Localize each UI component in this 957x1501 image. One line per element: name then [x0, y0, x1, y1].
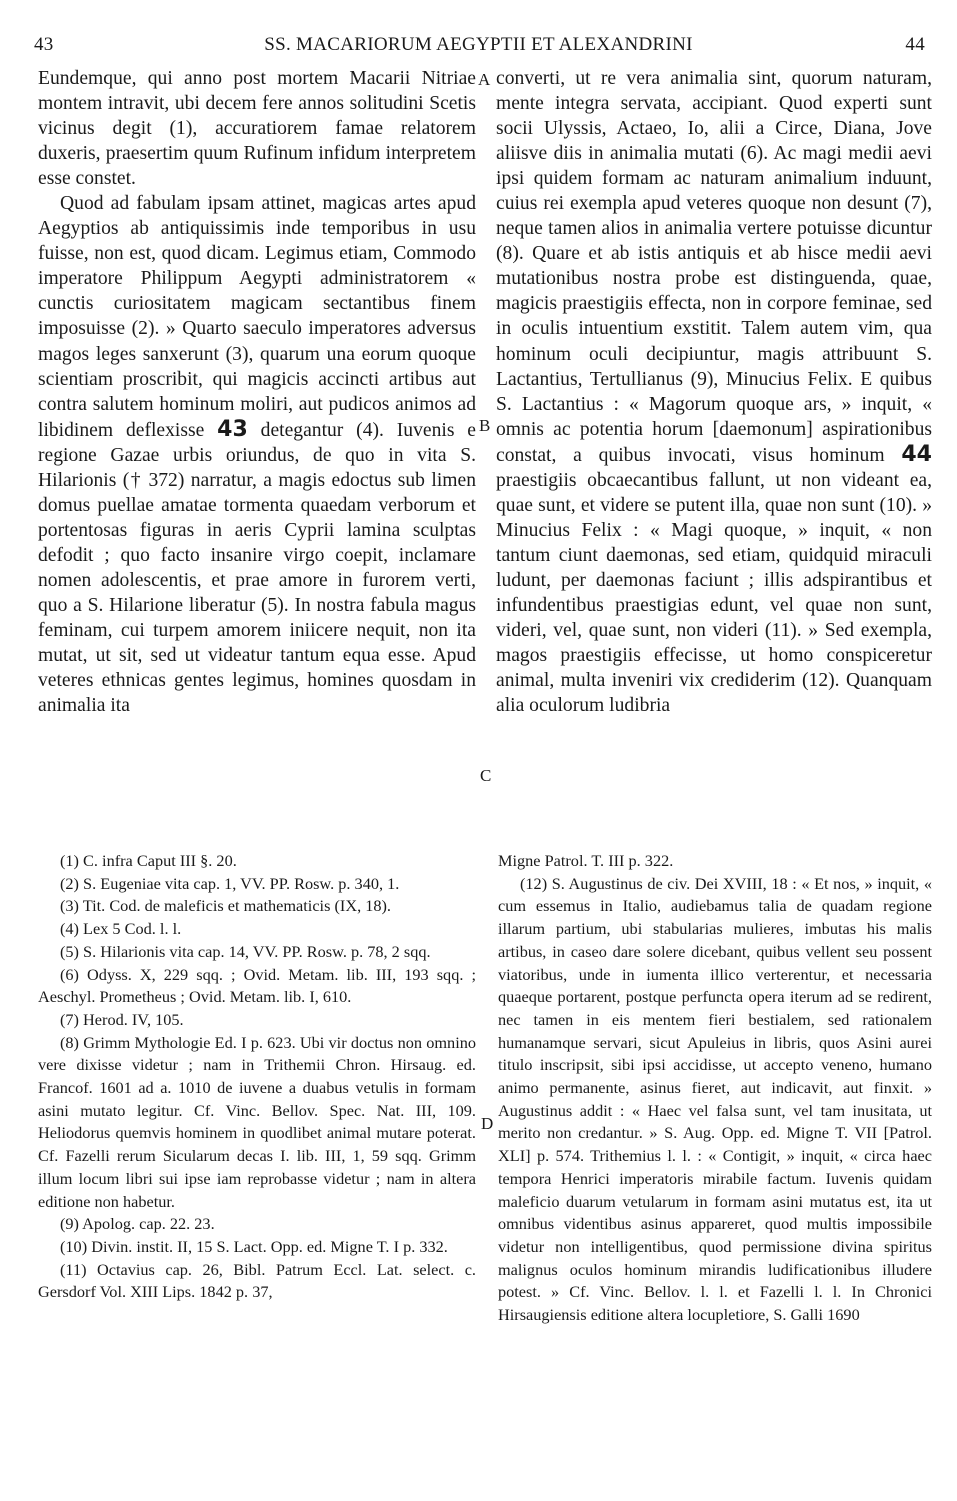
footnote: (4) Lex 5 Cod. l. l.: [60, 919, 182, 939]
paragraph: Eundemque, qui anno post mortem Macarii Nitriae montem intravit, ubi decem fere annos solitudini Scetis vicinus degit (1), accuratiorem famae relatorem duxeris, praesertim quum Rufinum infidum interpretem esse constet.: [38, 68, 476, 190]
footnote: (9) Apolog. cap. 22. 23.: [60, 1214, 215, 1234]
paragraph-text: detegantur (4). Iuvenis e regione Gazae urbis oriundus, de quo in vita S. Hilarionis († 372) narratur, a magis edoctus sub limen domus puellae amatae tormenta quaedam verborum et portentosas figuras in aeris Cyprii lamina sculptas defodit ; quo facto insanire virgo coepit, inclamare nomen adolescentis, et prae amore in furorem verti, quo a S. Hilarione liberatur (5). In nostra fabula magus feminam, cui turpem amorem iniicere nequit, non ita mutat, ut sit, sed ut videatur tantum equa esse. Apud veteres ethnicas gentes legimus, homines quosdam in animalia ita: [38, 419, 476, 717]
page-number-right: 44: [905, 34, 925, 55]
footnote: (12) S. Augustinus de civ. Dei XVIII, 18 : « Et nos, » inquit, « cum essemus in Italio, audiebamus talia de quadam regione illarum partium, ubi stabularias mulieres, imbutas his malis artibus, in caseo dare solere dicebant, quibus vellent seu possent viatoribus, unde in iumenta illico verterentur, et necessaria quaeque portarent, postque perfuncta opera iterum ad se redirent, nec tamen in eis mentem fieri bestialem, sed rationalem humanamque servari, sicut Apuleius in libris, quos Asini aurei titulo inscripsit, sibi ipsi accidisse, ut accepto veneno, humano animo permanente, asinus fieret, aut indicavit, aut finxit. » Augustinus addit : « Haec vel falsa sunt, vel tam inusitata, ut merito non credantur. » S. Aug. Opp. ed. Migne T. VII [Patrol. XLI] p. 574. Trithemius l. l. : « Contigit, » inquit, « circa haec tempora Henrici imperatoris mirabile factum. Iuvenis quidam maleficio duarum vetularum in formam asini mutatus est, ita ut omnibus videntibus asinus appareret, quod multis impossibile videtur non intelligentibus, quod permissione divina spiritus malignus oculos hominum mirandis ludificationibus illudere potest. » Cf. Vinc. Bellov. l. l. et Fazelli l. l. In Chronici Hirsaugiensis editione altera locupletiore, S. Galli 1690: [498, 873, 932, 1325]
paragraph-text: Quod ad fabulam ipsam attinet, magicas artes apud Aegyptios ab antiquissimis inde temporibus in usu fuisse, non est, quod dicam. Legimus etiam, Commodo imperatore Philippum Aegypti administratorem « cunctis curiositatem magicam sectantibus finem imposuisse (2). » Quarto saeculo imperatores adversus magos leges sanxerunt (3), quarum una eorum quoque scientiam proscribit, qui magicis accincti artibus aut contra salutem hominum moliri, aut pudicos animos ad libidinem deflexisse: [38, 193, 476, 441]
footnote: (10) Divin. instit. II, 15 S. Lact. Opp. ed. Migne T. I p. 332.: [60, 1236, 448, 1256]
footnote: (6) Odyss. X, 229 sqq. ; Ovid. Metam. lib. III, 193 sqq. ; Aeschyl. Prometheus ; Ovid. Metam. lib. I, 610.: [38, 964, 476, 1007]
footnote: (2) S. Eugeniae vita cap. 1, VV. PP. Rosw. p. 340, 1.: [60, 873, 400, 893]
margin-letter-c: C: [480, 766, 492, 785]
paragraph: [38, 191, 476, 718]
footnotes-right: [498, 850, 932, 1327]
paragraph-text: praestigiis obcaecantibus fallunt, ut non videant ea, quae sunt, et videre se putent illa, quae non sunt (10). » Minucius Felix : « Magi quoque, » inquit, « non tantum ciunt daemonas, sed etiam, quidquid miraculi ludunt, per daemonas faciunt ; illis adspirantibus et infundentibus praestigias edunt, vel quae non sunt, videri, vel, quae sunt, non videri (11). » Sed exempla, magos praestigiis effecisse, ut homo conspiceretur animal, multa inveniri vix crediderim (12). Quanquam alia oculorum ludibria: [496, 469, 932, 717]
page-number-left: 43: [34, 34, 54, 55]
footnote: (8) Grimm Mythologie Ed. I p. 623. Ubi vir doctus non omnino vere dixisse videtur ; nam in Trithemii Chron. Hirsaug. ed. Francof. 1601 ad a. 1010 de iuvene a duabus vetulis in formam asini mutato legitur. Cf. Vinc. Bellov. Spec. Nat. III, 109. Heliodorus quemvis hominem in quodlibet animal mutare poterat. Cf. Fazelli rerum Sicularum decas I. lib. III, 1, 59 sqq. Grimm illum locum libri sui ipse iam reprobasse videtur ; nam in altera editione non habetur.: [38, 1032, 476, 1211]
paragraph: [496, 66, 932, 718]
footnote: (3) Tit. Cod. de maleficis et mathematicis (IX, 18).: [60, 896, 391, 916]
footnote: (7) Herod. IV, 105.: [60, 1009, 184, 1029]
inline-page-number: 44: [901, 441, 932, 467]
page-header: [28, 30, 929, 60]
footnote: (11) Octavius cap. 26, Bibl. Patrum Eccl. Lat. select. c. Gersdorf Vol. XIII Lips. 1842 p. 37,: [38, 1259, 476, 1302]
margin-letter-a: A: [478, 70, 491, 89]
running-title: SS. MACARIORUM AEGYPTII ET ALEXANDRINI: [264, 34, 693, 55]
main-column-left: [38, 66, 476, 836]
main-column-right: [496, 66, 932, 836]
margin-letter-b: B: [479, 416, 491, 435]
inline-page-number: 43: [217, 416, 248, 442]
footnote: (1) C. infra Caput III §. 20.: [60, 851, 237, 870]
footnote: (5) S. Hilarionis vita cap. 14, VV. PP. Rosw. p. 78, 2 sqq.: [60, 941, 431, 961]
footnotes-left: [38, 850, 476, 1304]
paragraph-text: converti, ut re vera animalia sint, quorum naturam, mente integra servata, accipiant. Quod experti sunt socii Ulyssis, Actaeo, Io, alii a Circe, Diana, Jove aliisve diis in animalia mutati (6). Ac magi medii aevi ipsi quidem formam ac naturam animalium induunt, cuius rei exempla apud veteres quoque non desunt (7), neque tamen alios in animalia vertere potuisse dicuntur (8). Quare et ab istis antiquis et ab hisce medii aevi mutationibus nostra probe est distinguenda, quae, magicis praestigiis effecta, non in corpore feminae, sed in oculis intuentium exstitit. Talem autem vim, qua hominum oculi decipiuntur, magis attribuunt S. Lactantius, Tertullianus (9), Minucius Felix. E quibus S. Lactantius : « Magorum quoque ars, » inquit, « omnis ac potentia horum [daemonum] aspirationibus constat, a quibus invocati, visus hominum: [496, 68, 932, 466]
margin-letter-d: D: [481, 1114, 494, 1133]
footnote-continuation: Migne Patrol. T. III p. 322.: [498, 851, 674, 870]
